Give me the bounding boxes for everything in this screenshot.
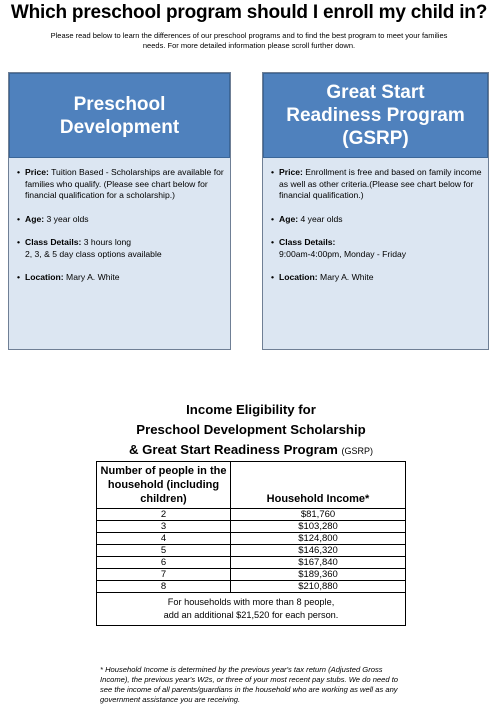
card-title-line: Development: [59, 116, 180, 138]
location-item: • Location: Mary A. White: [17, 272, 224, 284]
page-title: Which preschool program should I enroll my child in?: [10, 2, 488, 23]
price-item: • Price: Enrollment is free and based on family income as well as other criteria.(Please see chart below for financial qualification.): [271, 167, 482, 202]
card-header: [9, 73, 230, 158]
class-details-item: • Class Details: 3 hours long 2, 3, & 5 day class options available: [17, 237, 224, 260]
location-item: • Location: Mary A. White: [271, 272, 482, 284]
table-row: 6 $167,840: [97, 557, 406, 569]
age-item: • Age: 4 year olds: [271, 214, 482, 226]
table-header-row: [97, 462, 406, 509]
household-size-header: Number of people in the household (including children): [97, 462, 231, 509]
age-item: • Age: 3 year olds: [17, 214, 224, 226]
card-title-line: (GSRP): [342, 128, 409, 149]
table-note: For households with more than 8 people, add an additional $21,520 for each person.: [97, 593, 406, 626]
table-row: 3 $103,280: [97, 521, 406, 533]
table-row: 7 $189,360: [97, 569, 406, 581]
table-note-row: [97, 593, 406, 626]
table-row: 8 $210,880: [97, 581, 406, 593]
price-item: • Price: Tuition Based - Scholarships are available for families who qualify. (Please see chart below for financial qualification for a scholarship.): [17, 167, 224, 202]
card-body: [263, 163, 488, 349]
card-title-line: Preschool: [73, 93, 166, 115]
class-details-item: • Class Details: 9:00am-4:00pm, Monday - Friday: [271, 237, 482, 260]
table-row: 4 $124,800: [97, 533, 406, 545]
card-body: [9, 163, 230, 349]
table-row: 5 $146,320: [97, 545, 406, 557]
card-header: [263, 73, 488, 158]
card-title-line: Readiness Program: [286, 105, 465, 126]
household-income-header: Household Income*: [231, 462, 406, 509]
income-table: [96, 461, 406, 626]
income-eligibility-title: Income Eligibility for Preschool Development Scholarship & Great Start Readiness Program (GSRP): [128, 402, 374, 457]
income-footnote: * Household Income is determined by the previous year's tax return (Adjusted Gross Income), the previous year's W2s, or three of your most recent pay stubs. We do need to see the income of all parents/guardians in the household who are working as well as any government assistance you are receiving.: [100, 665, 399, 704]
intro-text: Please read below to learn the differences of our preschool programs and to find the best program to meet your families needs. For more detailed information please scroll further down.: [50, 31, 448, 50]
card-title-line: Great Start: [326, 82, 425, 103]
gsrp-card: [262, 72, 489, 350]
table-row: 2 $81,760: [97, 509, 406, 521]
preschool-development-card: [8, 72, 231, 350]
